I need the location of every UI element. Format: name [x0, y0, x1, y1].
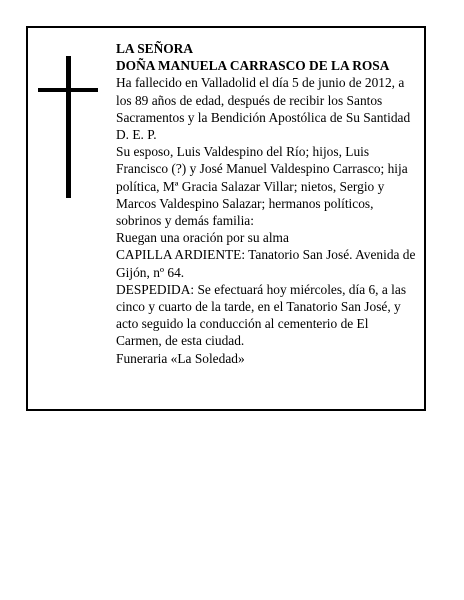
- funeral-chapel: CAPILLA ARDIENTE: Tanatorio San José. Avenida de Gijón, nº 64.: [116, 247, 416, 280]
- family-list: Su esposo, Luis Valdespino del Río; hijos, Luis Francisco (?) y José Manuel Valdespino Carrasco; hija política, Mª Gracia Salazar Villar; nietos, Sergio y Marcos Valdespino Salazar; hermanos políticos, sobrinos y demás familia:: [116, 144, 408, 229]
- cross-vertical-bar: [66, 56, 71, 198]
- funeral-home: Funeraria «La Soledad»: [116, 350, 245, 366]
- death-announcement: Ha fallecido en Valladolid el día 5 de junio de 2012, a los 89 años de edad, después de recibir los Santos Sacramentos y la Bendición Apostólica de Su Santidad D. E. P.: [116, 75, 411, 143]
- obituary-notice: [26, 26, 426, 411]
- farewell-details: DESPEDIDA: Se efectuará hoy miércoles, día 6, a las cinco y cuarto de la tarde, en el Tanatorio San José, y acto seguido la conducción al cementerio de El Carmen, de esta ciudad.: [116, 281, 407, 349]
- prayer-request: Ruegan una oración por su alma: [116, 230, 289, 246]
- honorific: LA SEÑORA: [116, 41, 194, 56]
- notice-text: [116, 40, 416, 367]
- cross-icon: [38, 56, 98, 198]
- cross-horizontal-bar: [38, 88, 98, 92]
- deceased-name: DOÑA MANUELA CARRASCO DE LA ROSA: [116, 58, 390, 74]
